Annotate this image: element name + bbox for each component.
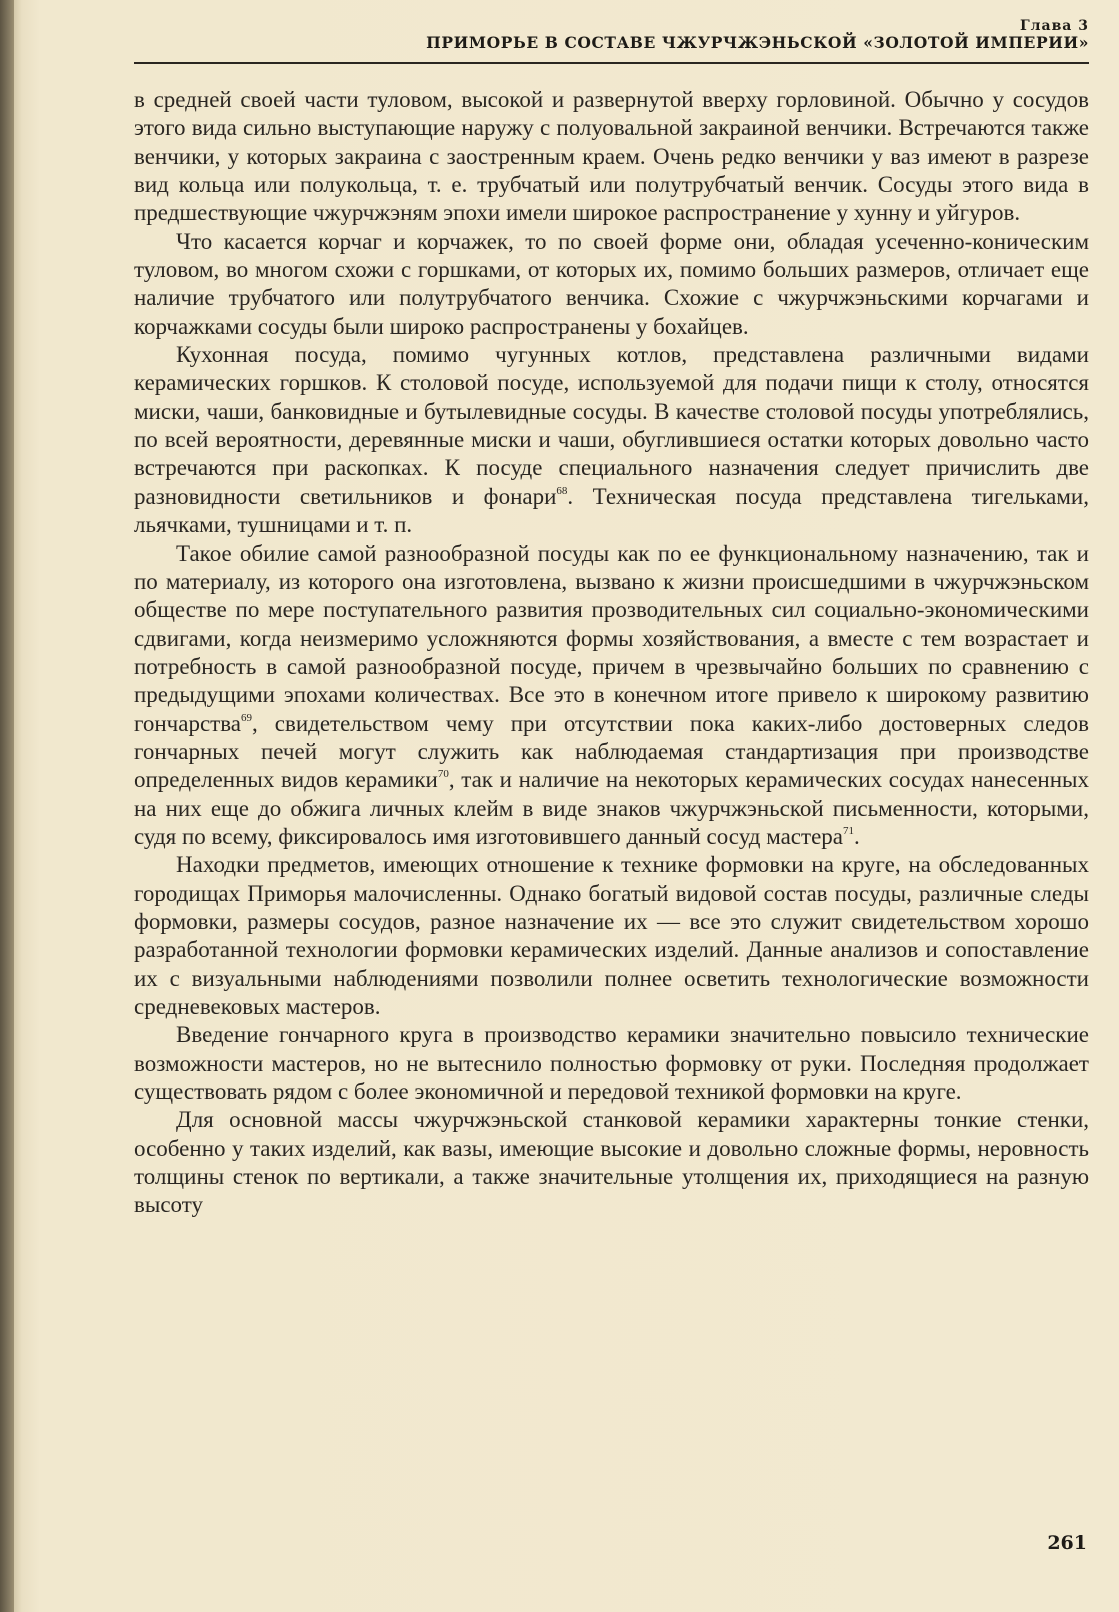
paragraph-6 — [134, 1021, 1089, 1106]
text-run: Такое обилие самой разнообразной посуды как по ее функциональному назначению, так и по материалу, из которого она изготовлена, вызвано к жизни происшедшими в чжурчжэньском обществе по мере поступательного развития прозводительных сил социально-экономическими сдвигами, когда неизмеримо усложняются формы хозяйствования, а вместе с тем возрастает и потребность в самой разнообразной посуде, причем в чрезвычайно больших по сравнению с предыдущими эпохами количествах. Все это в конечном итоге привело к широкому развитию гончарства — [134, 540, 1089, 736]
paragraph-5 — [134, 851, 1089, 1021]
paragraph-1 — [134, 86, 1089, 228]
chapter-label: Глава 3 — [1019, 18, 1089, 34]
footnote-ref[interactable]: 71 — [842, 824, 854, 837]
text-run: , так и наличие на некоторых керамических сосудах нанесенных на них еще до обжига личных клейм в виде знаков чжурчжэньской письменности, которыми, судя по всему, фиксировалось имя изготовившего данный сосуд мастера — [134, 767, 1090, 849]
text-run: Для основной массы чжурчжэньской станковой керамики характерны тонкие стенки, особенно у таких изделий, как вазы, имеющие высокие и довольно сложные формы, неровность толщины стенок по вертикали, а также значительные утолщения их, приходящиеся на разную высоту — [134, 1107, 1089, 1218]
body-text — [134, 86, 1089, 1220]
chapter-title: ПРИМОРЬЕ В СОСТАВЕ ЧЖУРЧЖЭНЬСКОЙ «ЗОЛОТОЙ ИМПЕРИИ» — [426, 33, 1089, 52]
footnote-ref[interactable]: 68 — [556, 484, 568, 497]
text-run: Находки предметов, имеющих отношение к технике формовки на круге, на обследованных городищах Приморья малочисленны. Однако богатый видовой состав посуды, различные следы формовки, размеры сосудов, разное назначение их — все это служит свидетельством хорошо разработанной технологии формовки керамических изделий. Данные анализов и сопоставление их с визуальными наблюдениями позволили полнее осветить технологические возможности средневековых мастеров. — [134, 852, 1089, 1019]
text-run: Что касается корчаг и корчажек, то по своей форме они, обладая усеченно-коническим туловом, во многом схожи с горшками, от которых их, помимо больших размеров, отличает еще наличие трубчатого или полутрубчатого венчика. Схожие с чжурчжэньскими корчагами и корчажками сосуды были широко распространены у бохайцев. — [134, 228, 1089, 339]
paragraph-7 — [134, 1106, 1089, 1219]
text-run: . — [853, 823, 860, 849]
paragraph-3 — [134, 341, 1089, 539]
text-run: , свидетельством чему при отсутствии пока каких-либо достоверных следов гончарных печей могут служить как наблюдаемая стандартизация при производстве определенных видов керамики — [134, 710, 1089, 793]
text-run: в средней своей части туловом, высокой и развернутой вверху горловиной. Обычно у сосудов этого вида сильно выступающие наружу с полуовальной закраиной венчики. Встречаются также венчики, у которых закраина с заостренным краем. Очень редко венчики у ваз имеют в разрезе вид кольца или полукольца, т. е. трубчатый или полутрубчатый венчик. Сосуды этого вида в предшествующие чжурчжэням эпохи имели широкое распространение у хунну и уйгуров. — [134, 87, 1089, 226]
text-run: . Техническая посуда представлена тигельками, льячками, тушницами и т. п. — [134, 483, 1089, 538]
footnote-ref[interactable]: 69 — [240, 711, 252, 724]
header-rule — [134, 62, 1089, 64]
paragraph-4 — [134, 540, 1089, 852]
page-number: 261 — [1047, 1532, 1087, 1554]
text-run: Кухонная посуда, помимо чугунных котлов, представлена различными видами керамических горшков. К столовой посуде, используемой для подачи пищи к столу, относятся миски, чаши, банковидные и бутылевидные сосуды. В качестве столовой посуды употреблялись, по всей вероятности, деревянные миски и чаши, обуглившиеся остатки которых довольно часто встречаются при раскопках. К посуде специального назначения следует причислить две разновидности светильников и фонари — [134, 342, 1089, 509]
running-head — [134, 18, 1089, 52]
footnote-ref[interactable]: 70 — [437, 768, 449, 781]
book-spine-shadow — [0, 0, 14, 1612]
paragraph-2 — [134, 228, 1089, 341]
text-run: Введение гончарного круга в производство керамики значительно повысило технические возможности мастеров, но не вытеснило полностью формовку от руки. Последняя продолжает существовать рядом с более экономичной и передовой техникой формовки на круге. — [134, 1022, 1089, 1105]
